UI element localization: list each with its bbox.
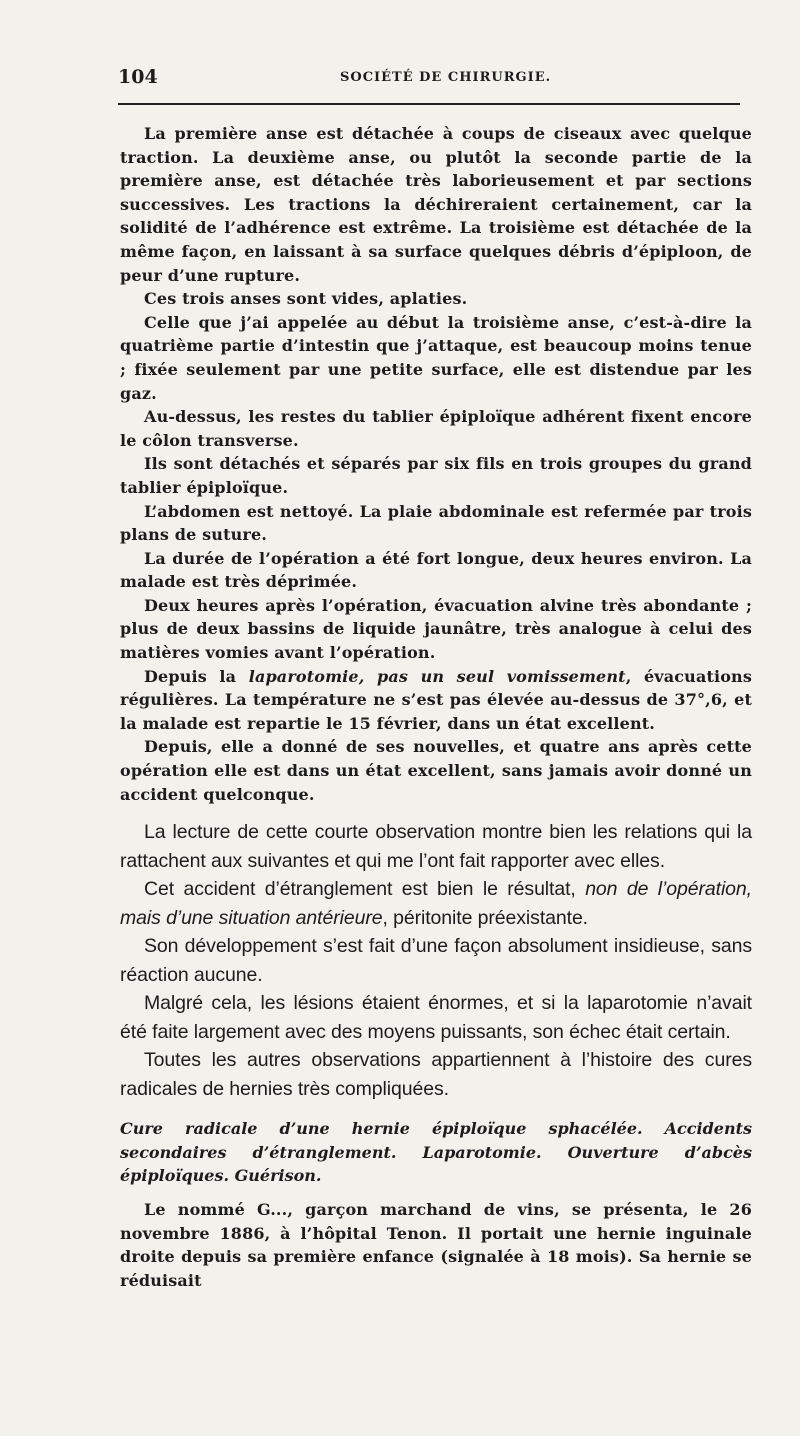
paragraph: Celle que j’ai appelée au début la troisième anse, c’est-à-dire la quatrième partie d’intestin que j’attaque, est beaucoup moins tenue ; fixée seulement par une petite surface, elle est distendue par les gaz. [120, 312, 752, 403]
text-run: , évacuations régulières. La température ne s’est pas élevée au-dessus de 37°,6, et la malade est repartie le 15 février, dans un état excellent. [120, 666, 752, 733]
text-run: Depuis la [144, 666, 249, 686]
emphasis: non de l’opération, mais d’une situation antérieure [120, 878, 752, 929]
paragraph: Toutes les autres observations appartiennent à l’histoire des cures radicales de hernies très compliquées. [120, 1049, 752, 1100]
paragraph: Ces trois anses sont vides, aplaties. [144, 289, 468, 309]
paragraph: Malgré cela, les lésions étaient énormes, et si la laparotomie n’avait été faite largement avec des moyens puissants, son échec était certain. [120, 992, 752, 1043]
text-run: Cet accident d’étranglement est bien le résultat, [144, 878, 586, 901]
observation-details [120, 122, 752, 806]
paragraph: La lecture de cette courte observation montre bien les relations qui la rattachent aux suivantes et qui me l’ont fait rapporter avec elles. [120, 821, 752, 872]
paragraph: Ils sont détachés et séparés par six fils en trois groupes du grand tablier épiploïque. [120, 454, 752, 497]
page-header [118, 66, 738, 88]
paragraph: Depuis, elle a donné de ses nouvelles, et quatre ans après cette opération elle est dans un état excellent, sans jamais avoir donné un accident quelconque. [120, 737, 752, 804]
case-report [120, 1198, 752, 1292]
case-title [120, 1117, 752, 1188]
paragraph: L’abdomen est nettoyé. La plaie abdominale est refermée par trois plans de suture. [120, 501, 752, 545]
case-title-text: Cure radicale d’une hernie épiploïque sphacélée. Accidents secondaires d’étranglement. Laparotomie. Ouverture d’abcès épiploïques. Guérison. [120, 1119, 752, 1186]
text-run: , péritonite préexistante. [382, 906, 589, 929]
paragraph: La première anse est détachée à coups de ciseaux avec quelque traction. La deuxième anse, ou plutôt la seconde partie de la première anse, est détachée très laborieusement et par sections successives. Les tractions la déchireraient certainement, car la solidité de l’adhérence est extrême. La troisième est détachée de la même façon, en laissant à sa surface quelques débris d’épiploon, de peur d’une rupture. [120, 124, 752, 285]
paragraph [120, 875, 752, 932]
paragraph: Au-dessus, les restes du tablier épiploïque adhérent fixent encore le côlon transverse. [120, 407, 752, 450]
paragraph: La durée de l’opération a été fort longue, deux heures environ. La malade est très déprimée. [120, 548, 752, 592]
paragraph: Deux heures après l’opération, évacuation alvine très abondante ; plus de deux bassins de liquide jaunâtre, très analogue à celui des matières vomies avant l’opération. [120, 595, 752, 663]
paragraph: Son développement s’est fait d’une façon absolument insidieuse, sans réaction aucune. [120, 935, 752, 986]
commentary [120, 818, 752, 1103]
paragraph: Le nommé G..., garçon marchand de vins, se présenta, le 26 novembre 1886, à l’hôpital Tenon. Il portait une hernie inguinale droite depuis sa première enfance (signalée à 18 mois). Sa hernie se réduisait [120, 1200, 752, 1290]
running-head: SOCIÉTÉ DE CHIRURGIE. [340, 70, 552, 85]
page-number: 104 [118, 66, 158, 88]
header-rule [118, 103, 740, 105]
paragraph [120, 665, 752, 736]
emphasis: laparotomie, pas un seul vomissement [248, 666, 626, 686]
body-text [120, 122, 752, 1292]
